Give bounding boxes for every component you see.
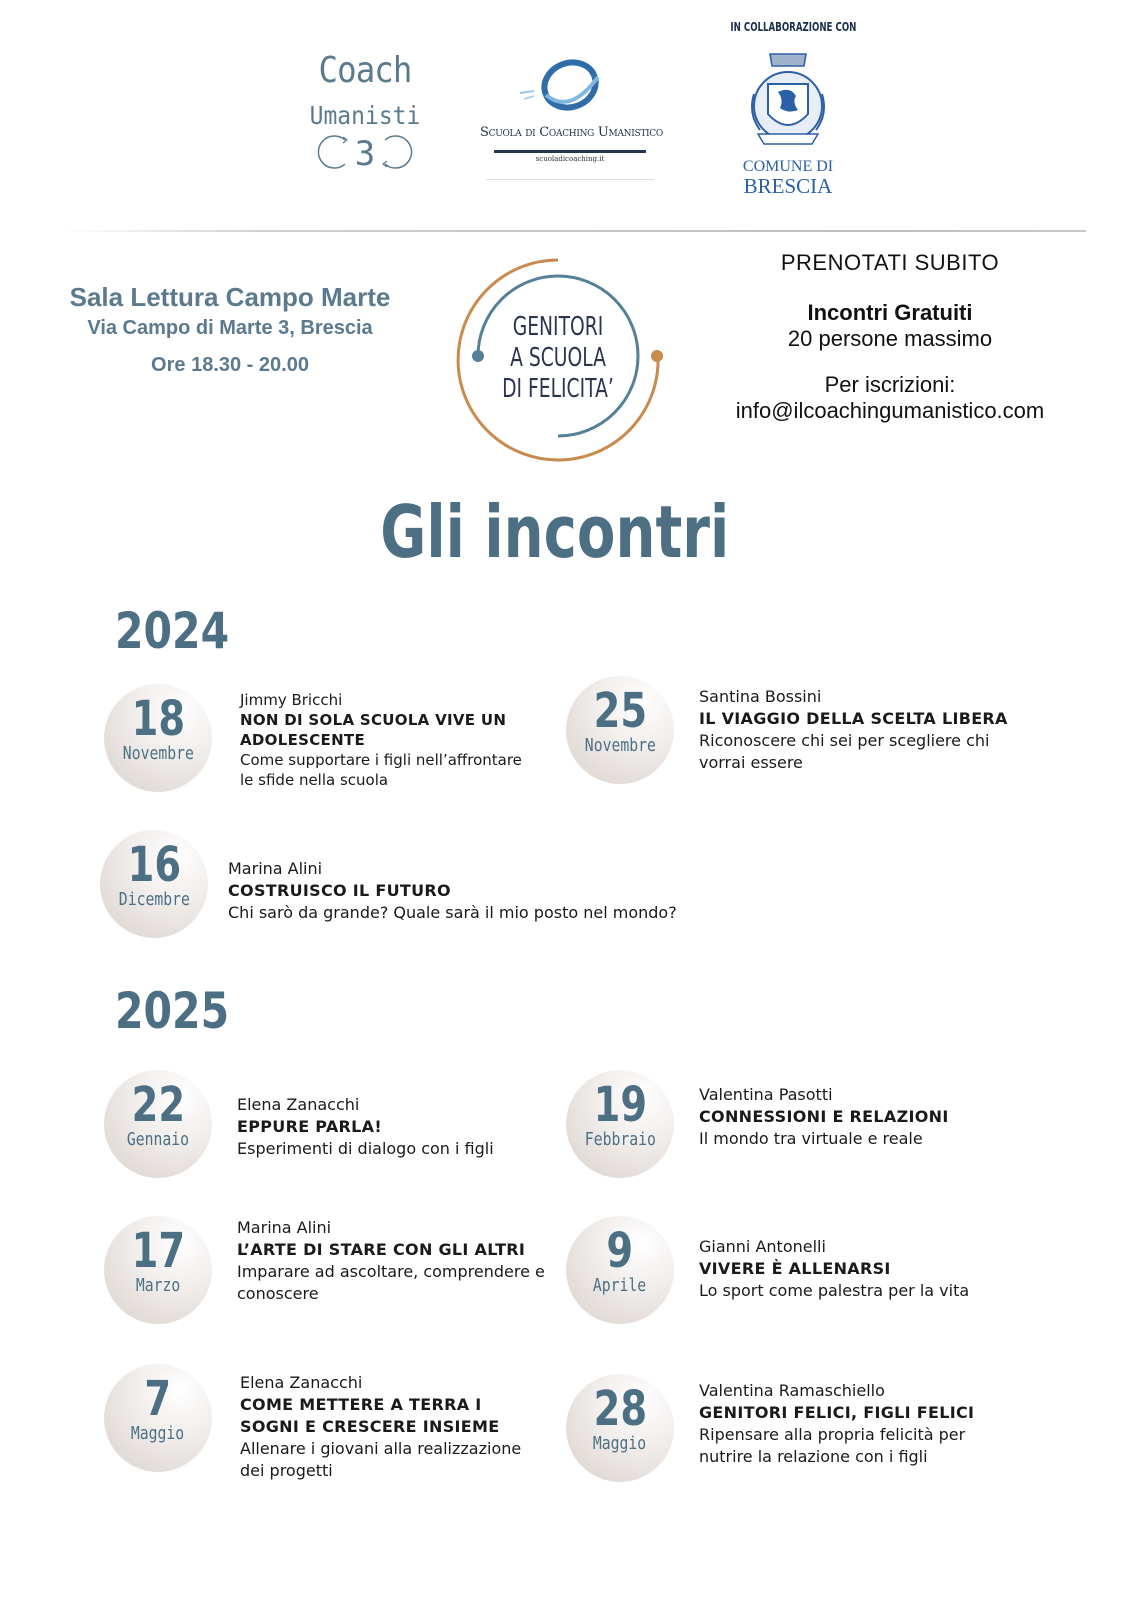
event-description: Lo sport come palestra per la vita <box>699 1281 970 1300</box>
date-day: 19 <box>593 1077 647 1133</box>
date-day: 25 <box>593 683 647 739</box>
event-description: Ripensare alla propria felicità per nutrire la relazione con i figli <box>699 1425 966 1466</box>
date-badge <box>104 1216 212 1324</box>
coach-logo-line1: Coach <box>318 50 412 91</box>
booking-info <box>700 250 1080 424</box>
event-title: GENITORI FELICI, FIGLI FELICI <box>699 1403 975 1422</box>
brescia-crest-icon <box>708 44 868 154</box>
event-info <box>237 1217 557 1305</box>
svg-text:3: 3 <box>354 134 376 172</box>
emblem-line3: DI FELICITA’ <box>502 374 614 404</box>
brescia-logo-line1: COMUNE DI <box>742 158 834 175</box>
date-badge <box>104 1364 212 1472</box>
date-day: 16 <box>127 837 181 893</box>
event-info <box>228 858 748 924</box>
event-title: COME METTERE A TERRA I SOGNI E CRESCERE INSIEME <box>240 1395 500 1436</box>
event-description: Chi sarò da grande? Quale sarà il mio posto nel mondo? <box>228 903 677 922</box>
date-month: Novembre <box>122 743 194 764</box>
comune-brescia-logo <box>708 20 868 200</box>
date-month: Maggio <box>593 1433 647 1454</box>
event-title: L’ARTE DI STARE CON GLI ALTRI <box>237 1240 526 1259</box>
scuola-logo-rule <box>486 179 654 180</box>
event-speaker: Elena Zanacchi <box>237 1095 360 1114</box>
venue-hours: Ore 18.30 - 20.00 <box>151 354 309 376</box>
event-title: NON DI SOLA SCUOLA VIVE UN ADOLESCENTE <box>240 711 507 749</box>
date-month: Gennaio <box>126 1129 190 1150</box>
date-day: 22 <box>131 1077 185 1133</box>
genitori-emblem <box>452 256 664 462</box>
orbit-swoosh-icon <box>480 55 660 125</box>
event-title: COSTRUISCO IL FUTURO <box>228 881 451 900</box>
event-speaker: Valentina Ramaschiello <box>699 1381 885 1400</box>
event-title: IL VIAGGIO DELLA SCELTA LIBERA <box>699 709 1008 728</box>
date-month: Novembre <box>584 735 656 756</box>
event-title: VIVERE È ALLENARSI <box>699 1259 891 1278</box>
date-badge <box>566 676 674 784</box>
event-speaker: Santina Bossini <box>699 687 822 706</box>
scuola-coaching-logo <box>480 55 663 185</box>
date-badge <box>100 830 208 938</box>
event-description: Imparare ad ascoltare, comprendere e conoscere <box>237 1262 545 1303</box>
date-month: Febbraio <box>584 1129 656 1150</box>
venue-block <box>40 282 420 377</box>
event-description: Esperimenti di dialogo con i figli <box>237 1139 494 1158</box>
event-info <box>240 1372 540 1482</box>
date-month: Marzo <box>135 1275 181 1296</box>
scuola-logo-url: scuoladicoaching.it <box>535 155 605 163</box>
event-speaker: Gianni Antonelli <box>699 1237 826 1256</box>
event-speaker: Valentina Pasotti <box>699 1085 833 1104</box>
event-description: Il mondo tra virtuale e reale <box>699 1129 923 1148</box>
date-day: 18 <box>131 691 185 747</box>
event-description: Allenare i giovani alla realizzazione dei progetti <box>240 1439 522 1480</box>
date-day: 7 <box>144 1371 172 1427</box>
page-title: Gli incontri <box>380 490 730 574</box>
event-description: Riconoscere chi sei per scegliere chi vorrai essere <box>699 731 990 772</box>
date-badge <box>566 1374 674 1482</box>
event-info <box>237 1094 547 1160</box>
date-month: Dicembre <box>118 889 190 910</box>
event-speaker: Elena Zanacchi <box>240 1373 363 1392</box>
date-month: Aprile <box>593 1275 647 1296</box>
event-title: CONNESSIONI E RELAZIONI <box>699 1107 949 1126</box>
event-title: EPPURE PARLA! <box>237 1117 382 1136</box>
date-badge <box>566 1216 674 1324</box>
year-2024: 2024 <box>115 602 230 660</box>
event-speaker: Jimmy Bricchi <box>240 691 343 709</box>
event-info <box>240 690 540 790</box>
emblem-line1: GENITORI <box>512 312 604 342</box>
event-info <box>699 686 1029 774</box>
emblem-text <box>452 312 664 405</box>
free-events-label: Incontri Gratuiti <box>807 300 973 325</box>
event-speaker: Marina Alini <box>228 859 323 878</box>
date-day: 9 <box>606 1223 634 1279</box>
event-info <box>699 1236 1029 1302</box>
emblem-line2: A SCUOLA <box>510 343 606 373</box>
brescia-logo-line2: BRESCIA <box>743 174 833 198</box>
signup-label: Per iscrizioni: <box>824 372 956 397</box>
date-badge <box>566 1070 674 1178</box>
event-info <box>699 1084 1029 1150</box>
coach-logo-line3 <box>300 130 430 172</box>
date-badge <box>104 1070 212 1178</box>
scuola-logo-name: Scuola di Coaching Umanistico <box>480 125 663 140</box>
year-2025: 2025 <box>115 982 230 1040</box>
date-day: 28 <box>593 1381 647 1437</box>
coach-logo-line2: Umanisti <box>309 101 421 130</box>
event-info <box>699 1380 1019 1468</box>
date-day: 17 <box>131 1223 185 1279</box>
event-description: Come supportare i figli nell’affrontare le sfide nella scuola <box>240 751 522 789</box>
collaboration-label: IN COLLABORAZIONE CON <box>730 20 857 34</box>
venue-name: Sala Lettura Campo Marte <box>69 282 391 312</box>
venue-address: Via Campo di Marte 3, Brescia <box>87 317 373 339</box>
capacity-label: 20 persone massimo <box>787 326 993 351</box>
header-divider <box>60 230 1086 232</box>
date-badge <box>104 684 212 792</box>
date-month: Maggio <box>131 1423 185 1444</box>
coach-umanisti-logo <box>300 50 430 190</box>
signup-email[interactable]: info@ilcoachingumanistico.com <box>735 398 1045 423</box>
event-speaker: Marina Alini <box>237 1218 332 1237</box>
scuola-logo-bar <box>494 150 646 153</box>
circle-arrows-icon <box>315 132 415 172</box>
booking-cta: PRENOTATI SUBITO <box>780 250 1000 275</box>
